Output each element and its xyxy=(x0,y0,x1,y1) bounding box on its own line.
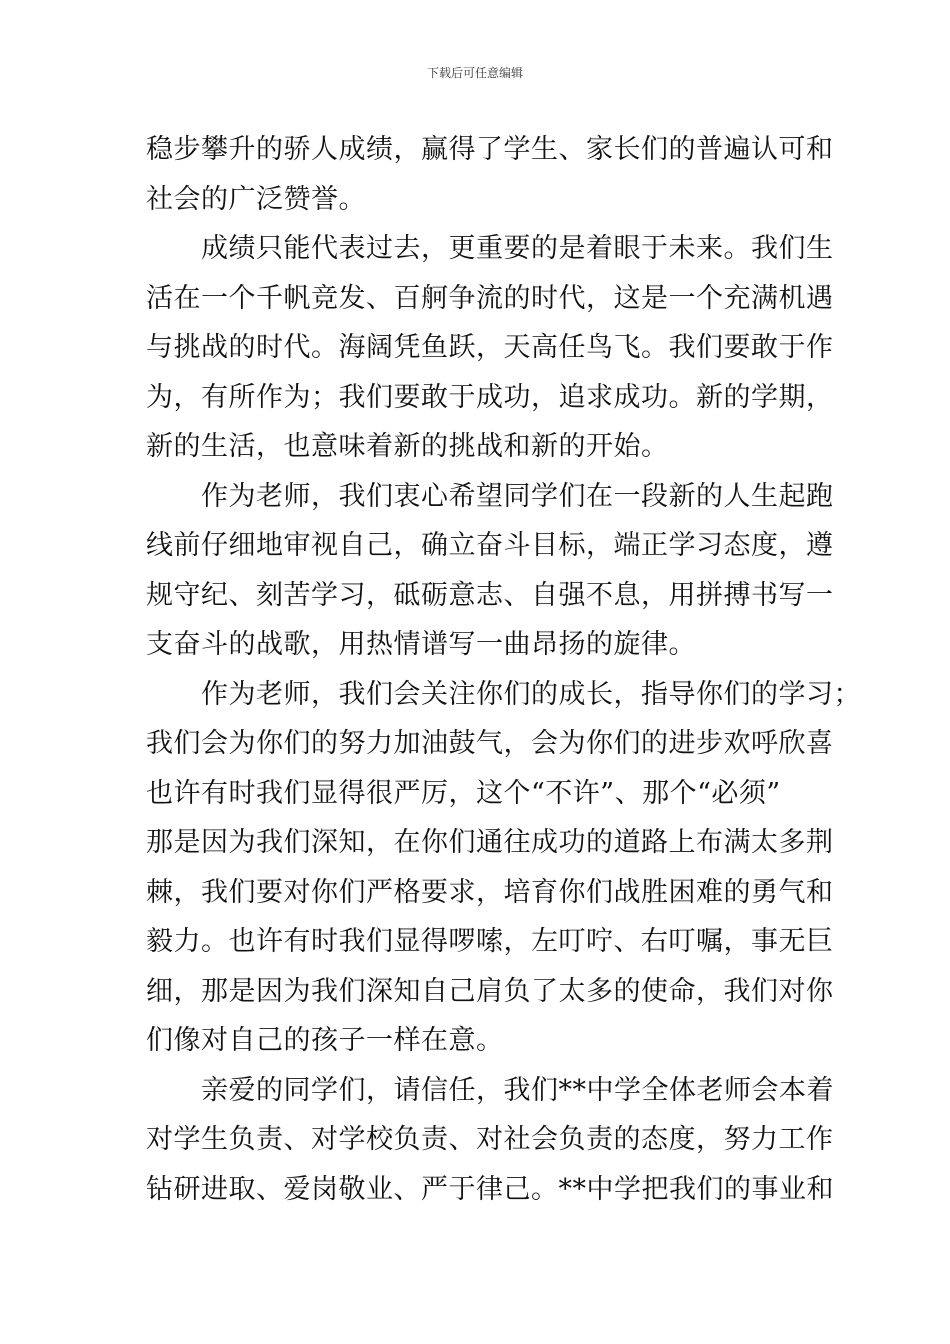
text-line: 对学生负责、对学校负责、对社会负责的态度，努力工作 xyxy=(146,1124,834,1155)
text-line: 们像对自己的孩子一样在意。 xyxy=(146,1025,504,1056)
document-body xyxy=(146,125,861,1214)
text-line: 活在一个千帆竞发、百舸争流的时代，这是一个充满机遇 xyxy=(146,282,834,314)
text-line: 规守纪、刻苦学习，砥砺意志、自强不息，用拼搏书写一 xyxy=(146,579,834,611)
text-line: 线前仔细地审视自己，确立奋斗目标，端正学习态度，遵 xyxy=(146,530,834,561)
paragraph xyxy=(146,670,861,1066)
text-line: 稳步攀升的骄人成绩，赢得了学生、家长们的普遍认可和 xyxy=(146,134,834,165)
text-line: 为，有所作为；我们要敢于成功，追求成功。新的学期， xyxy=(146,381,834,413)
text-line: 与挑战的时代。海阔凭鱼跃，天高任鸟飞。我们要敢于作 xyxy=(146,332,834,363)
text-line: 也许有时我们显得很严厉，这个“不许”、那个“必须” xyxy=(146,777,781,809)
paragraph xyxy=(146,472,834,670)
text-line: 亲爱的同学们，请信任，我们**中学全体老师会本着 xyxy=(201,1074,834,1106)
text-line: 钻研进取、爱岗敬业、严于律己。**中学把我们的事业和 xyxy=(146,1173,834,1205)
text-line: 细，那是因为我们深知自己肩负了太多的使命，我们对你 xyxy=(146,975,834,1007)
paragraph xyxy=(146,224,834,472)
paragraph xyxy=(146,1066,834,1215)
text-line: 支奋斗的战歌，用热情谱写一曲昂扬的旋律。 xyxy=(146,629,696,660)
page-header: 下载后可任意编辑 xyxy=(426,66,523,80)
text-line: 社会的广泛赞誉。 xyxy=(146,183,366,215)
text-line: 作为老师，我们会关注你们的成长，指导你们的学习； xyxy=(201,678,861,710)
text-line: 我们会为你们的努力加油鼓气，会为你们的进步欢呼欣喜 xyxy=(146,728,834,759)
text-line: 毅力。也许有时我们显得啰嗦，左叮咛、右叮嘱，事无巨 xyxy=(146,926,834,957)
paragraph xyxy=(146,125,834,224)
text-line: 棘，我们要对你们严格要求，培育你们战胜困难的勇气和 xyxy=(146,876,834,908)
text-line: 作为老师，我们衷心希望同学们在一段新的人生起跑 xyxy=(201,480,834,512)
text-line: 那是因为我们深知，在你们通往成功的道路上布满太多荆 xyxy=(146,827,834,858)
text-line: 新的生活，也意味着新的挑战和新的开始。 xyxy=(146,431,669,462)
text-line: 成绩只能代表过去，更重要的是着眼于未来。我们生 xyxy=(201,233,834,264)
